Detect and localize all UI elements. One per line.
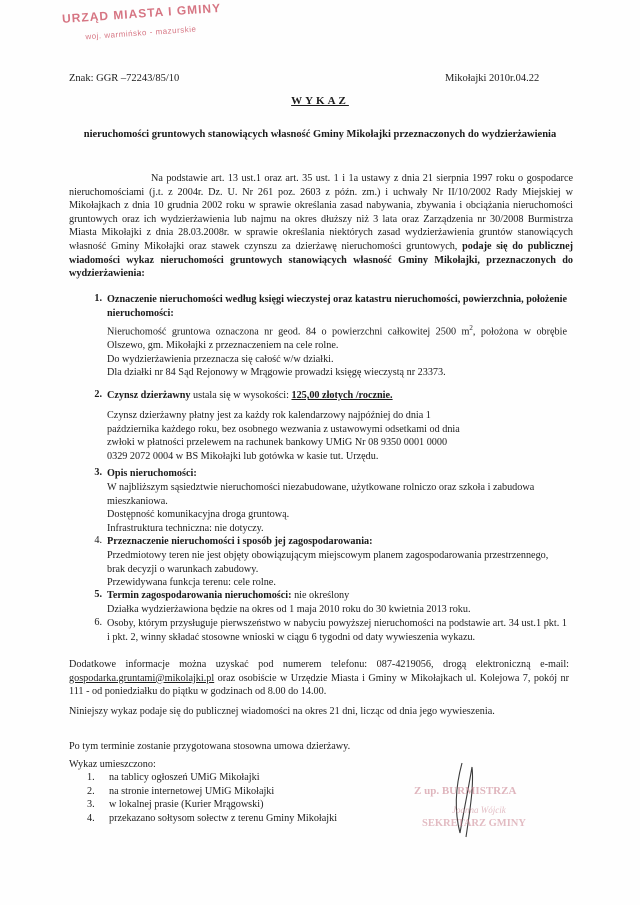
section-1-number: 1.	[94, 293, 102, 304]
document-date: Mikołajki 2010r.04.22	[445, 73, 540, 84]
section-2-number: 2.	[94, 389, 102, 400]
section-5-body: Działka wydzierżawiona będzie na okres od 1 maja 2010 roku do 30 kwietnia 2013 roku.	[107, 604, 471, 615]
rent-text: ustala się w wysokości:	[190, 390, 292, 401]
section-5-heading	[107, 589, 567, 603]
section-6-body: Osoby, którym przysługuje pierwszeństwo w nabyciu powyższej nieruchomości na podstawie art. 34 ust.1 pkt. 1 i pkt. 2, winny składać stosowne wnioski w ciągu 6 tygodni od daty wywieszenia wykazu.	[107, 618, 567, 643]
office-stamp	[53, 0, 241, 60]
section-1-line-1a: Nieruchomość gruntowa oznaczona nr geod. 84 o powierzchni całkowitej 2500 m	[107, 326, 470, 338]
additional-info	[69, 658, 569, 699]
after-paragraph: Po tym terminie zostanie przygotowana stosowna umowa dzierżawy.	[69, 741, 351, 752]
stamp-line-2: woj. warmińsko - mazurskie	[85, 24, 197, 42]
intro-paragraph	[69, 172, 573, 281]
handwritten-signature	[410, 755, 560, 845]
notice-paragraph: Niniejszy wykaz podaje się do publicznej wiadomości na okres 21 dni, licząc od dnia jego wywieszenia.	[69, 706, 495, 717]
section-1-body	[107, 322, 567, 380]
section-5-heading-tail: nie określony	[291, 590, 350, 601]
section-5-heading-label: Termin zagospodarowania nieruchomości:	[107, 590, 292, 601]
section-3-line-2: Dostępność komunikacyjna droga gruntową.	[107, 509, 290, 521]
signature-stamp-line-3: SEKRETARZ GMINY	[422, 818, 526, 829]
section-4-heading: Przeznaczenie nieruchomości i sposób jej zagospodarowania:	[107, 536, 373, 547]
stamp-line-1: URZĄD MIASTA I GMINY	[61, 0, 222, 26]
intro-bold-text: podaje się do publicznej wiadomości wykaz nieruchomości gruntowych stanowiących własność Gminy Mikołajki, przeznaczonych do wydzierżawienia:	[69, 240, 573, 280]
section-1-superscript: 2	[469, 324, 473, 332]
signature-block	[410, 755, 560, 845]
section-1-line-2: Do wydzierżawienia przeznacza się całość w/w działki.	[107, 353, 334, 365]
rent-amount: 125,00 złotych /rocznie.	[291, 390, 393, 401]
intro-text: Na podstawie art. 13 ust.1 oraz art. 35 ust. 1 i 1a ustawy z dnia 21 sierpnia 1997 roku o gospodarce nieruchomościami (j.t. z 2004r. Dz. U. Nr 261 poz. 2603 z późn. zm.) i uchwały Nr II/10/2002 Rady Miejskiej w Mikołajkach z dnia 10 grudnia 2002 roku w sprawie określania zasad nabywania, zbywania i obciążania nieruchomości gruntowych oraz ich wydzierżawienia lub najmu na okres dłuższy niż 3 lata oraz Zarządzenia nr 30/2008 Burmistrza Miasta Mikołajki z dnia 28.03.2008r. w sprawie określania niektórych zasad wydzierżawienia gruntów stanowiących własność Gminy Mikołajki oraz stawek czynszu za dzierżawę nieruchomości gruntowych,	[69, 173, 573, 252]
list-item: 4. przekazano sołtysom sołectw z terenu Gminy Mikołajki	[87, 812, 338, 824]
contact-email-link[interactable]: gospodarka.gruntami@mikolajki.pl	[69, 672, 215, 684]
section-3-line-1: W najbliższym sąsiedztwie nieruchomości niezabudowane, użytkowane rolniczo oraz szkoła i zabudowa mieszkaniowa.	[107, 482, 535, 507]
section-1-line-3: Dla działki nr 84 Sąd Rejonowy w Mrągowie prowadzi księgę wieczystą nr 23373.	[107, 367, 446, 379]
section-6-number: 6.	[94, 617, 102, 628]
additional-info-text-b: oraz osobiście w Urzędzie Miasta i Gminy w Mikołajkach ul. Kolejowa 7, pokój nr 111 - od poniedziałku do piątku w godzinach od 8.00 do 14.00.	[69, 672, 569, 698]
section-2-body: Czynsz dzierżawny płatny jest za każdy rok kalendarzowy najpóźniej do dnia 1 października każdego roku, bez osobnego wezwania z ustawowymi odsetkami od dnia zwłoki w płatności przelewem na rachunek bankowy UMiG Nr 08 9350 0001 0000 0329 2072 0004 w BS Mikołajki lub gotówka w kasie tut. Urzędu.	[107, 410, 460, 462]
section-3-heading: Opis nieruchomości:	[107, 468, 197, 479]
document-subtitle: nieruchomości gruntowych stanowiących własność Gminy Mikołajki przeznaczonych do wydzierżawienia	[83, 129, 557, 140]
section-1-line-1b: , położona w obrębie Olszewo, gm. Mikołajki z przeznaczeniem na cele rolne.	[107, 326, 567, 351]
section-4-line-1: Przedmiotowy teren nie jest objęty obowiązującym miejscowym planem zagospodarowania przestrzennego, brak decyzji o warunkach zabudowy.	[107, 550, 549, 575]
document-title: WYKAZ	[291, 95, 349, 107]
additional-info-text-a: Dodatkowe informacje można uzyskać pod numerem telefonu: 087-4219056, drogą elektroniczną e-mail:	[69, 659, 569, 670]
section-2-heading	[107, 389, 567, 403]
reference-number: Znak: GGR –72243/85/10	[69, 73, 180, 84]
section-1-heading: Oznaczenie nieruchomości według księgi wieczystej oraz katastru nieruchomości, powierzchnia, położenie nieruchomości:	[107, 294, 567, 319]
placement-title: Wykaz umieszczono:	[69, 759, 156, 770]
section-4-body	[107, 549, 567, 590]
list-item: 1. na tablicy ogłoszeń UMiG Mikołajki	[87, 772, 260, 783]
list-item: 3. w lokalnej prasie (Kurier Mrągowski)	[87, 799, 264, 811]
rent-label: Czynsz dzierżawny	[107, 390, 191, 401]
section-4-number: 4.	[94, 535, 102, 546]
section-3-line-3: Infrastruktura techniczna: nie dotyczy.	[107, 522, 264, 534]
list-item: 2. na stronie internetowej UMiG Mikołajki	[87, 785, 275, 797]
section-3-number: 3.	[94, 467, 102, 478]
signature-stamp-line-2: Joanna Wójcik	[452, 805, 506, 815]
section-5-number: 5.	[94, 589, 102, 600]
section-4-line-2: Przewidywana funkcja terenu: cele rolne.	[107, 577, 276, 589]
section-3-body	[107, 481, 567, 535]
signature-stamp-line-1: Z up. BURMISTRZA	[414, 785, 517, 797]
placement-list	[87, 771, 407, 825]
